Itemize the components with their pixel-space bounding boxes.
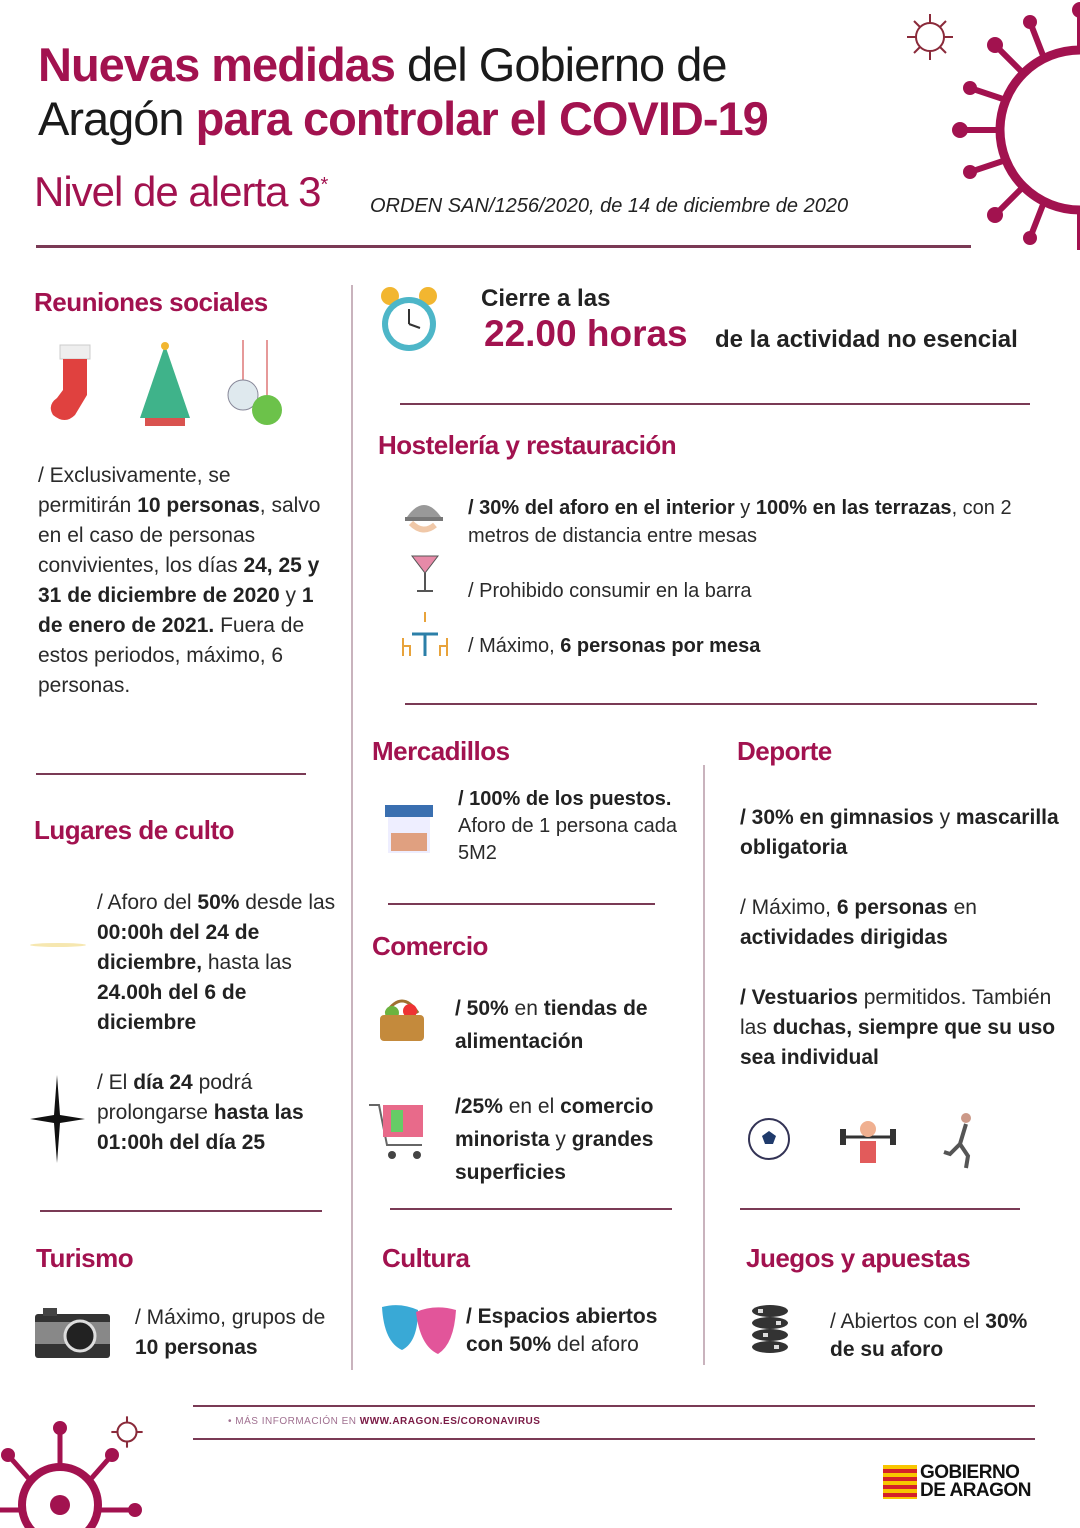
aragon-flag-icon [883,1465,917,1499]
camera-icon [35,1308,110,1358]
bold-text: /25% [455,1095,503,1118]
divider [36,245,971,248]
section-title-deporte: Deporte [737,736,832,766]
market-stall-icon [383,803,435,855]
bold-text: duchas, siempre que su uso sea individual [740,1016,1056,1069]
bold-text: tiendas de alimentación [455,997,648,1053]
hosteleria-item [468,494,1038,550]
turismo-text [135,1303,335,1363]
title-line-1 [38,38,768,92]
section-title-culto: Lugares de culto [34,815,235,845]
divider [390,1208,672,1210]
cierre-time: 22.00 horas [484,313,688,354]
bold-text: 10 personas [137,494,260,517]
text: permitidos. También las [740,986,1052,1039]
column-divider [351,285,353,1370]
bold-text: para controlar el COVID-19 [195,92,768,145]
deporte-item [740,893,1060,953]
section-title-mercadillos: Mercadillos [372,736,510,766]
section-title-turismo: Turismo [36,1243,134,1273]
divider [388,903,655,905]
sparkle-icon [28,935,88,955]
text: desde las [239,891,336,914]
bold-text: grandes superficies [455,1128,654,1184]
deporte-item [740,983,1070,1073]
bold-text: día 24 [133,1071,193,1094]
bold-text: 100% en las terrazas [755,497,952,519]
small-virus-icon [905,12,955,62]
soccer-ball-icon [747,1117,791,1161]
divider [36,773,306,775]
juegos-text [830,1308,1050,1364]
text: / Aforo del [97,891,198,914]
gobierno-aragon-logo [883,1464,1031,1500]
bold-text: Nuevas medidas [38,38,395,91]
bold-text: / 30% en gimnasios [740,806,934,829]
text: / Prohibido consumir en la barra [468,580,752,602]
divider [740,1208,1020,1210]
culto-text-1 [97,888,347,1038]
text: / Máximo, grupos de [135,1306,326,1329]
cloche-icon [403,493,445,538]
weightlifter-icon [838,1117,898,1165]
logo-line-1: GOBIERNO [920,1462,1020,1483]
cultura-text [466,1303,696,1359]
text: / Abiertos con el [830,1310,986,1333]
alert-level-text: Nivel de alerta 3 [34,168,321,215]
section-title-cultura: Cultura [382,1243,470,1273]
text: y [734,497,756,519]
bold-text: 24, 25 y 31 de diciembre de 2020 [38,554,320,607]
hosteleria-item [468,631,1028,661]
divider [405,703,1037,705]
text: en el [502,1095,561,1118]
poker-chips-icon [748,1303,793,1358]
shopping-cart-icon [367,1100,432,1165]
text: / El [97,1071,134,1094]
text: podrá prolongarse [97,1071,253,1124]
text: en [508,997,544,1020]
bold-text: 1 de enero de 2021. [38,584,314,637]
divider [193,1405,1035,1407]
alert-level [34,168,327,216]
virus-icon [940,0,1080,260]
hosteleria-item [468,576,1028,606]
comercio-item [455,992,690,1058]
theater-masks-icon [380,1302,458,1357]
text: del Gobierno de [394,38,727,91]
bold-text: 50% [197,891,240,914]
text: del aforo [551,1333,639,1356]
runner-icon [940,1112,980,1170]
mercadillos-text [458,786,678,867]
bold-text: mascarilla obligatoria [740,806,1059,859]
text: y [279,584,302,607]
deporte-item [740,803,1060,863]
text: y [933,806,956,829]
text: / Máximo, [468,635,561,657]
cierre-rest: de la actividad no esencial [715,326,1018,353]
bold-text: 00:00h del 24 de diciembre, [97,921,260,974]
bold-text: 24.00h del 6 de diciembre [97,981,247,1034]
section-title-hosteleria: Hostelería y restauración [378,430,677,460]
bold-text: / 30% del aforo en el interior [468,497,735,519]
order-reference: ORDEN SAN/1256/2020, de 14 de diciembre de 2020 [370,195,849,217]
christmas-tree-icon [135,340,195,428]
text: y [549,1128,572,1151]
bold-text: / 100% de los puestos. [458,788,672,810]
text: , con 2 metros de distancia entre mesas [468,497,1012,547]
bold-text: hasta las 01:00h del día 25 [97,1101,304,1154]
text: Aforo de 1 persona cada 5M2 [458,815,678,864]
text: / Exclusivamente, se permitirán [38,464,231,517]
text: en [947,896,977,919]
text: Aragón [38,92,196,145]
divider [193,1438,1035,1440]
bold-text: 30% de su aforo [830,1310,1028,1361]
text: hasta las [202,951,292,974]
alert-asterisk: * [320,174,328,196]
bold-text: actividades dirigidas [740,926,948,949]
bold-text: 6 personas por mesa [560,635,761,657]
stocking-icon [45,340,100,425]
bullet: • [228,1416,236,1427]
cocktail-icon [410,551,440,596]
cierre-line1: Cierre a las [481,285,611,312]
section-title-comercio: Comercio [372,931,488,961]
title-line-2 [38,92,768,146]
alarm-clock-icon [378,284,440,359]
text: / Máximo, [740,896,837,919]
section-title-reuniones: Reuniones sociales [34,287,268,317]
ornaments-icon [225,340,285,428]
bold-text: / Vestuarios [740,986,858,1009]
more-info-link[interactable]: WWW.ARAGON.ES/CORONAVIRUS [359,1416,541,1427]
comercio-item [455,1090,695,1189]
small-virus-icon [110,1415,144,1449]
bold-text: 6 personas [836,896,948,919]
column-divider [703,765,705,1365]
text: Fuera de estos periodos, máximo, 6 personas. [38,614,305,697]
reuniones-text [38,461,328,701]
bold-text: comercio minorista [455,1095,654,1151]
logo-line-2: DE ARAGON [920,1480,1031,1501]
star-icon [30,1075,85,1163]
page-title [38,38,768,146]
more-info [228,1416,540,1427]
grocery-basket-icon [376,993,428,1045]
bold-text: 10 personas [135,1336,258,1359]
divider [40,1210,322,1212]
table-chairs-icon [400,612,450,657]
culto-text-2 [97,1068,337,1158]
more-info-prefix: MÁS INFORMACIÓN EN [235,1416,360,1427]
divider [400,403,1030,405]
bold-text: / 50% [455,997,509,1020]
bold-text: / Espacios abiertos con 50% [466,1305,658,1356]
section-title-juegos: Juegos y apuestas [746,1243,971,1273]
text: , salvo en el caso de personas convivientes, los días [38,494,321,577]
